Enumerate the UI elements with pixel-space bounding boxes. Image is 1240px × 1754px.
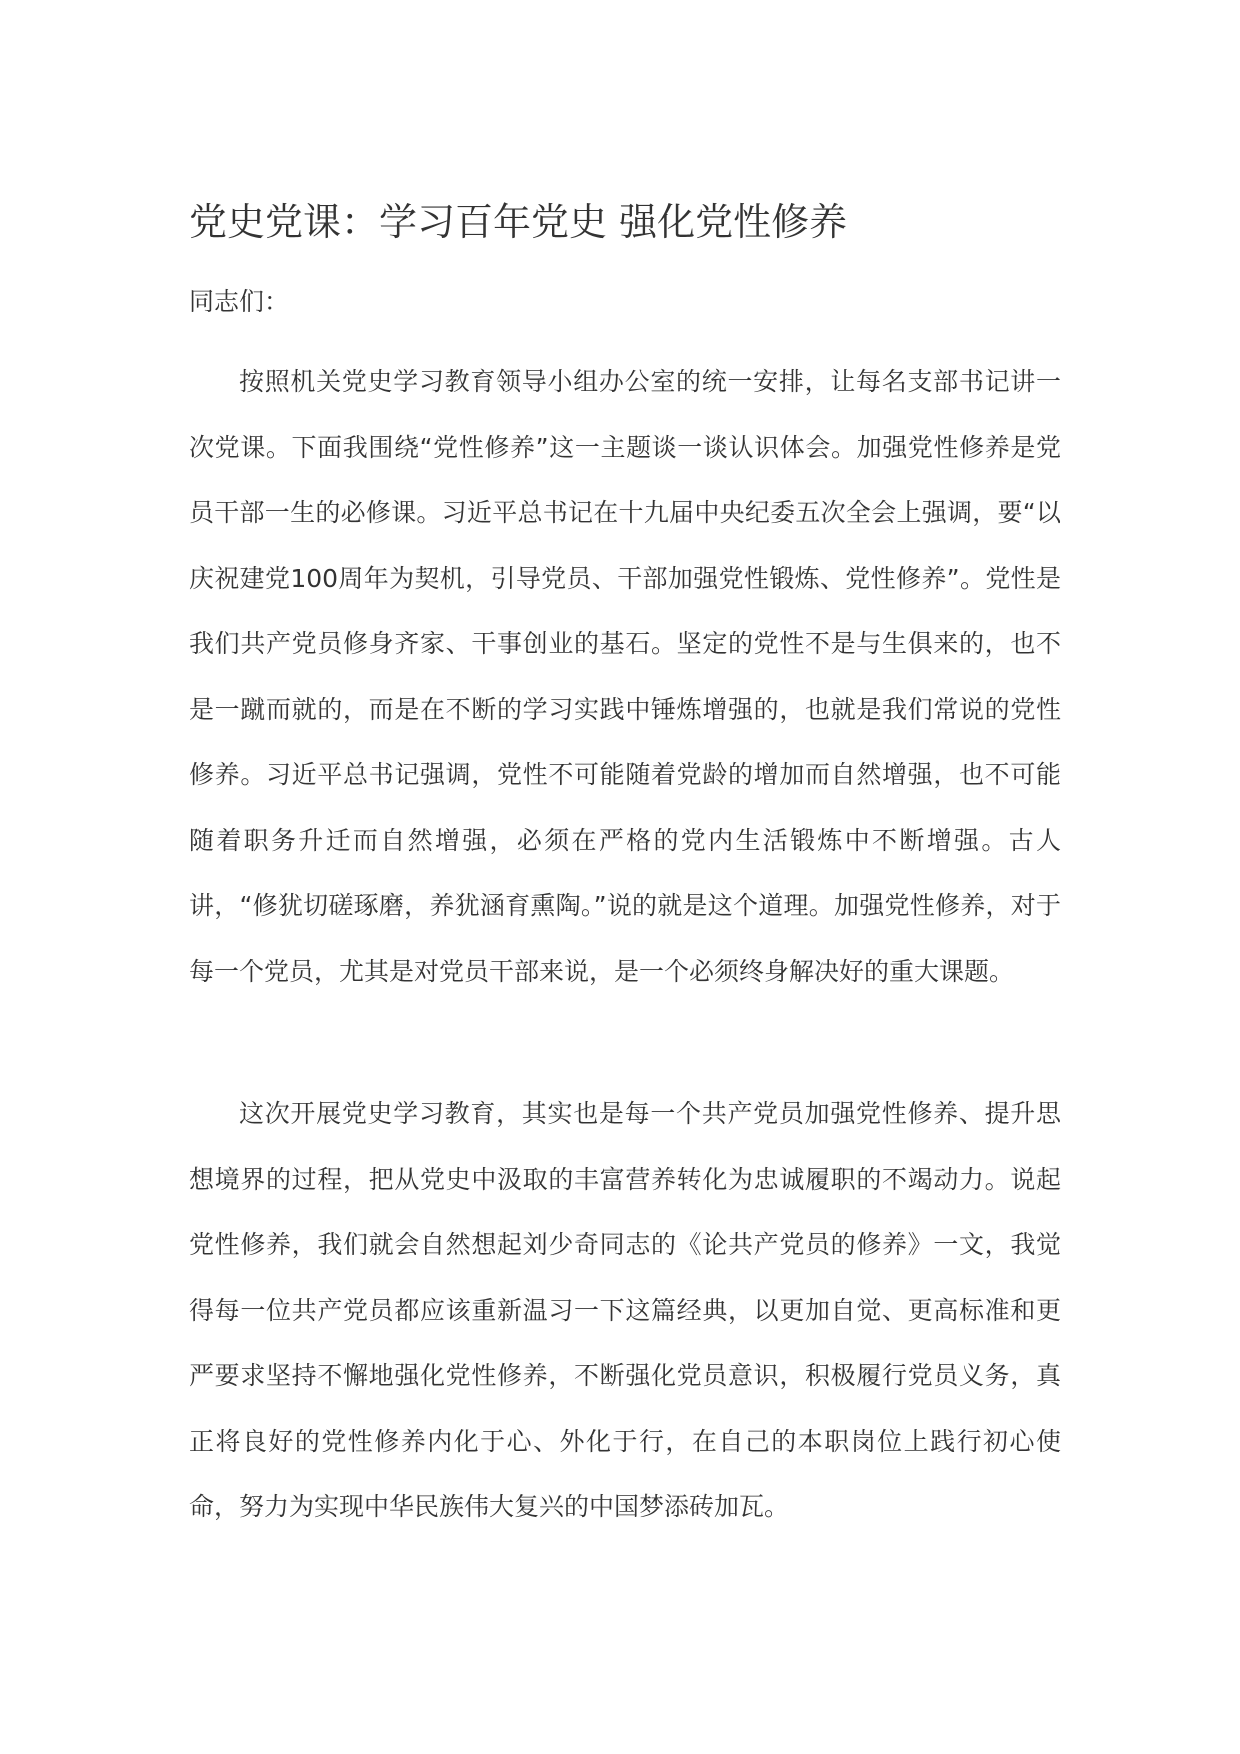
body-paragraph-2: 这次开展党史学习教育，其实也是每一个共产党员加强党性修养、提升思想境界的过程，把从党史中汲取的丰富营养转化为忠诚履职的不竭动力。说起党性修养，我们就会自然想起刘少奇同志的《论共产党员的修养》一文，我觉得每一位共产党员都应该重新温习一下这篇经典，以更加自觉、更高标准和更严要求坚持不懈地强化党性修养，不断强化党员意识，积极履行党员义务，真正将良好的党性修养内化于心、外化于行，在自己的本职岗位上践行初心使命，努力为实现中华民族伟大复兴的中国梦添砖加瓦。	[189, 1099, 1061, 1521]
body-paragraph-1: 按照机关党史学习教育领导小组办公室的统一安排，让每名支部书记讲一次党课。下面我围绕“党性修养”这一主题谈一谈认识体会。加强党性修养是党员干部一生的必修课。习近平总书记在十九届中央纪委五次全会上强调，要“以庆祝建党100周年为契机，引导党员、干部加强党性锻炼、党性修养”。党性是我们共产党员修身齐家、干事创业的基石。坚定的党性不是与生俱来的，也不是一蹴而就的，而是在不断的学习实践中锤炼增强的，也就是我们常说的党性修养。习近平总书记强调，党性不可能随着党龄的增加而自然增强，也不可能随着职务升迁而自然增强，必须在严格的党内生活锻炼中不断增强。古人讲，“修犹切磋琢磨，养犹涵育熏陶。”说的就是这个道理。加强党性修养，对于每一个党员，尤其是对党员干部来说，是一个必须终身解决好的重大课题。	[189, 367, 1061, 986]
salutation: 同志们：	[189, 287, 290, 316]
document-title: 党史党课：学习百年党史 强化党性修养	[189, 200, 848, 244]
